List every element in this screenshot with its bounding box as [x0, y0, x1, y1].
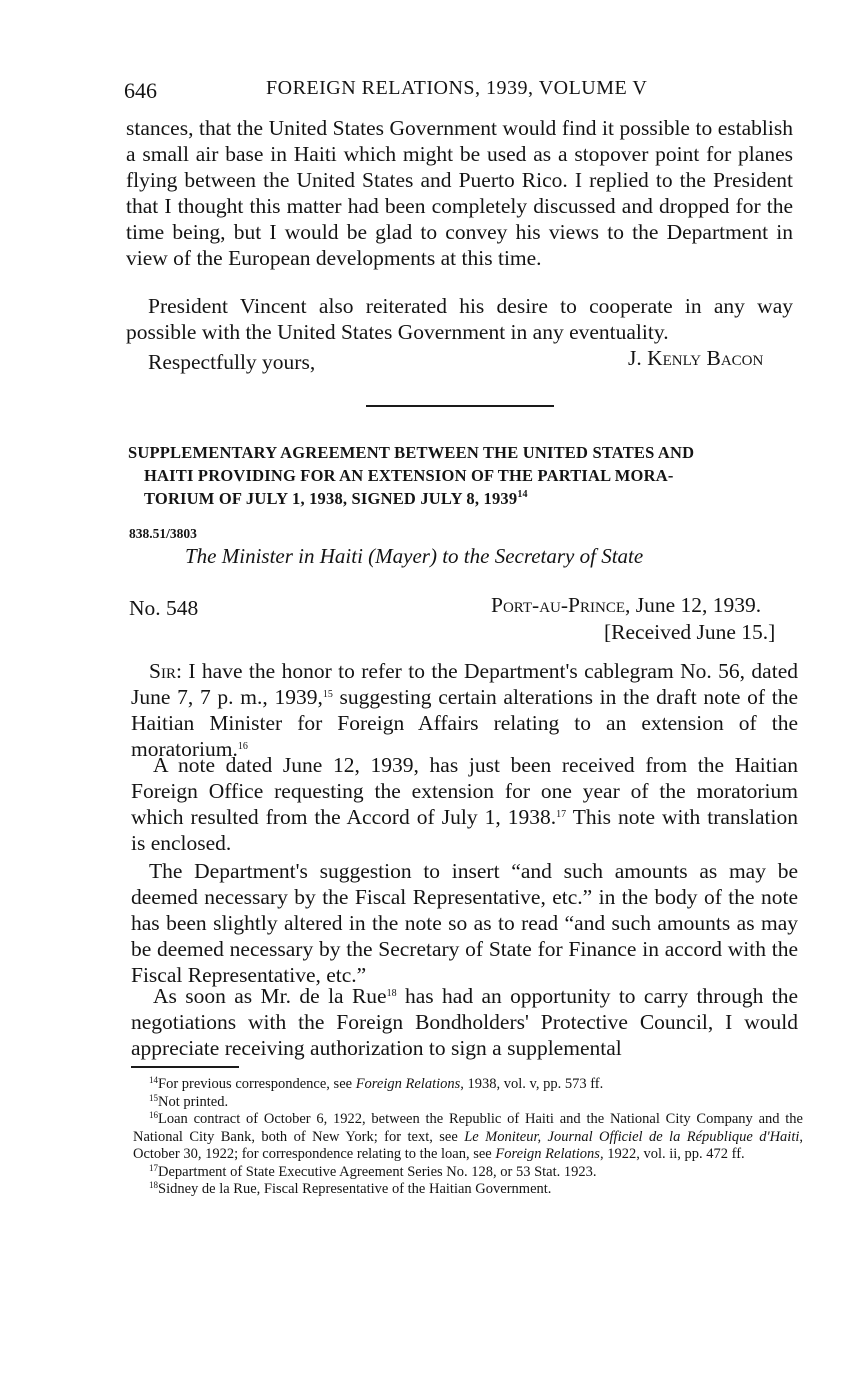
footnotes [133, 1076, 803, 1199]
footnote-18-text: Sidney de la Rue, Fiscal Representative of the Haitian Government. [158, 1181, 552, 1197]
closing-salutation: Respectfully yours, [148, 350, 316, 374]
footnote-15-text: Not printed. [158, 1093, 229, 1110]
letter-paragraph-2 [131, 752, 798, 856]
footnote-ref-18: 18 [386, 988, 397, 999]
footnote-14-number: 14 [149, 1075, 158, 1085]
footnote-16-italic: Le Moniteur, Journal Officiel de la République d'Haiti [464, 1128, 800, 1145]
letter-paragraph-3-text: The Department's suggestion to insert “and such amounts as may be deemed necessary by the Fiscal Representative, etc.” in the body of the note has been slightly altered in the note so as to read “and such amounts as may be deemed necessary by the Secretary of State for Finance in accord with the Fiscal Representative, etc.” [131, 859, 798, 987]
letter-paragraph-4 [131, 983, 798, 1061]
footnote-18 [133, 1181, 803, 1199]
letter-paragraph-1-text: : I have the honor to refer to the Department's cablegram No. 56, dated June 7, 7 p. m., 1939, [131, 659, 798, 709]
section-title-line-2: HAITI PROVIDING FOR AN EXTENSION OF THE PARTIAL MORA- [144, 466, 674, 485]
dispatch-number: No. 548 [129, 596, 199, 620]
footnote-15-number: 15 [149, 1092, 158, 1103]
footnote-16-text-after: , October 30, 1922; for correspondence relating to the loan, see [133, 1128, 803, 1162]
dispatch-place: Port-au-Prince [491, 593, 625, 617]
footnote-14-italic: Foreign Relations [355, 1076, 461, 1092]
letter-paragraph-4-cont: has had an opportunity to carry through the negotiations with the Foreign Bondholders' Protective Council, I would appreciate receiving authorization to sign a supplemental [131, 984, 798, 1060]
footnote-16-text-after-2: , 1922, vol. ii, pp. 472 ff. [599, 1146, 745, 1162]
prev-letter-paragraph-1-text: stances, that the United States Government would find it possible to establish a small air base in Haiti which might be used as a stopover point for planes flying between the United States and Puerto Rico. I replied to the President that I thought this matter had been completely discussed and dropped for the time being, but I would be glad to convey his views to the Department in view of the European developments at this time. [126, 116, 793, 270]
letter-paragraph-3 [131, 858, 798, 988]
footnote-17-number: 17 [149, 1162, 158, 1173]
section-title-line-1: SUPPLEMENTARY AGREEMENT BETWEEN THE UNITED STATES AND [128, 443, 695, 462]
received-date: [Received June 15.] [604, 620, 776, 644]
salutation: Sir [149, 659, 176, 683]
section-divider [366, 405, 554, 407]
letter-paragraph-4-text: As soon as Mr. de la Rue [153, 984, 387, 1008]
page-number: 646 [124, 78, 157, 103]
footnote-rule [131, 1066, 239, 1068]
footnote-14 [133, 1076, 803, 1094]
letter-paragraph-2-cont: This note with translation is enclosed. [131, 805, 798, 855]
prev-letter-paragraph-2-text: President Vincent also reiterated his desire to cooperate in any way possible with the United States Government in any eventuality. [126, 294, 793, 344]
footnote-16-number: 16 [149, 1110, 158, 1120]
letter-paragraph-1-cont: suggesting certain alterations in the draft note of the Haitian Minister for Foreign Affairs relating to an extension of the moratorium. [131, 685, 798, 761]
footnote-16-italic-2: Foreign Relations [495, 1146, 600, 1162]
letter-paragraph-1 [131, 658, 798, 762]
section-title-line-3: TORIUM OF JULY 1, 1938, SIGNED JULY 8, 1939 [144, 489, 518, 508]
signature: J. Kenly Bacon [628, 346, 764, 370]
prev-letter-paragraph-2 [126, 293, 793, 345]
footnote-16-text: Loan contract of October 6, 1922, between the Republic of Haiti and the National City Company and the National City Bank, both of New York; for text, see [133, 1111, 803, 1145]
dispatch-date: , June 12, 1939. [625, 593, 762, 617]
footnote-14-text: For previous correspondence, see [158, 1076, 356, 1092]
letter-paragraph-2-text: A note dated June 12, 1939, has just been received from the Haitian Foreign Office requesting the extension for one year of the moratorium which resulted from the Accord of July 1, 1938. [131, 753, 798, 829]
footnote-17-text: Department of State Executive Agreement Series No. 128, or 53 Stat. 1923. [158, 1163, 597, 1180]
footnote-17 [133, 1164, 803, 1182]
dispatch-place-date [491, 592, 761, 618]
running-title: FOREIGN RELATIONS, 1939, VOLUME V [266, 77, 648, 99]
footnote-ref-17: 17 [556, 809, 567, 820]
prev-letter-paragraph-1 [126, 115, 793, 271]
footnote-15 [133, 1094, 803, 1112]
file-number: 838.51/3803 [129, 526, 197, 541]
footnote-16 [133, 1111, 803, 1164]
footnote-14-text-after: , 1938, vol. v, pp. 573 ff. [460, 1076, 604, 1092]
document-heading: The Minister in Haiti (Mayer) to the Secretary of State [185, 544, 644, 568]
section-title [128, 441, 798, 510]
footnote-ref-16: 16 [237, 741, 248, 752]
footnote-ref-15: 15 [322, 689, 333, 700]
footnote-18-number: 18 [149, 1180, 158, 1190]
footnote-ref-14: 14 [517, 489, 528, 500]
